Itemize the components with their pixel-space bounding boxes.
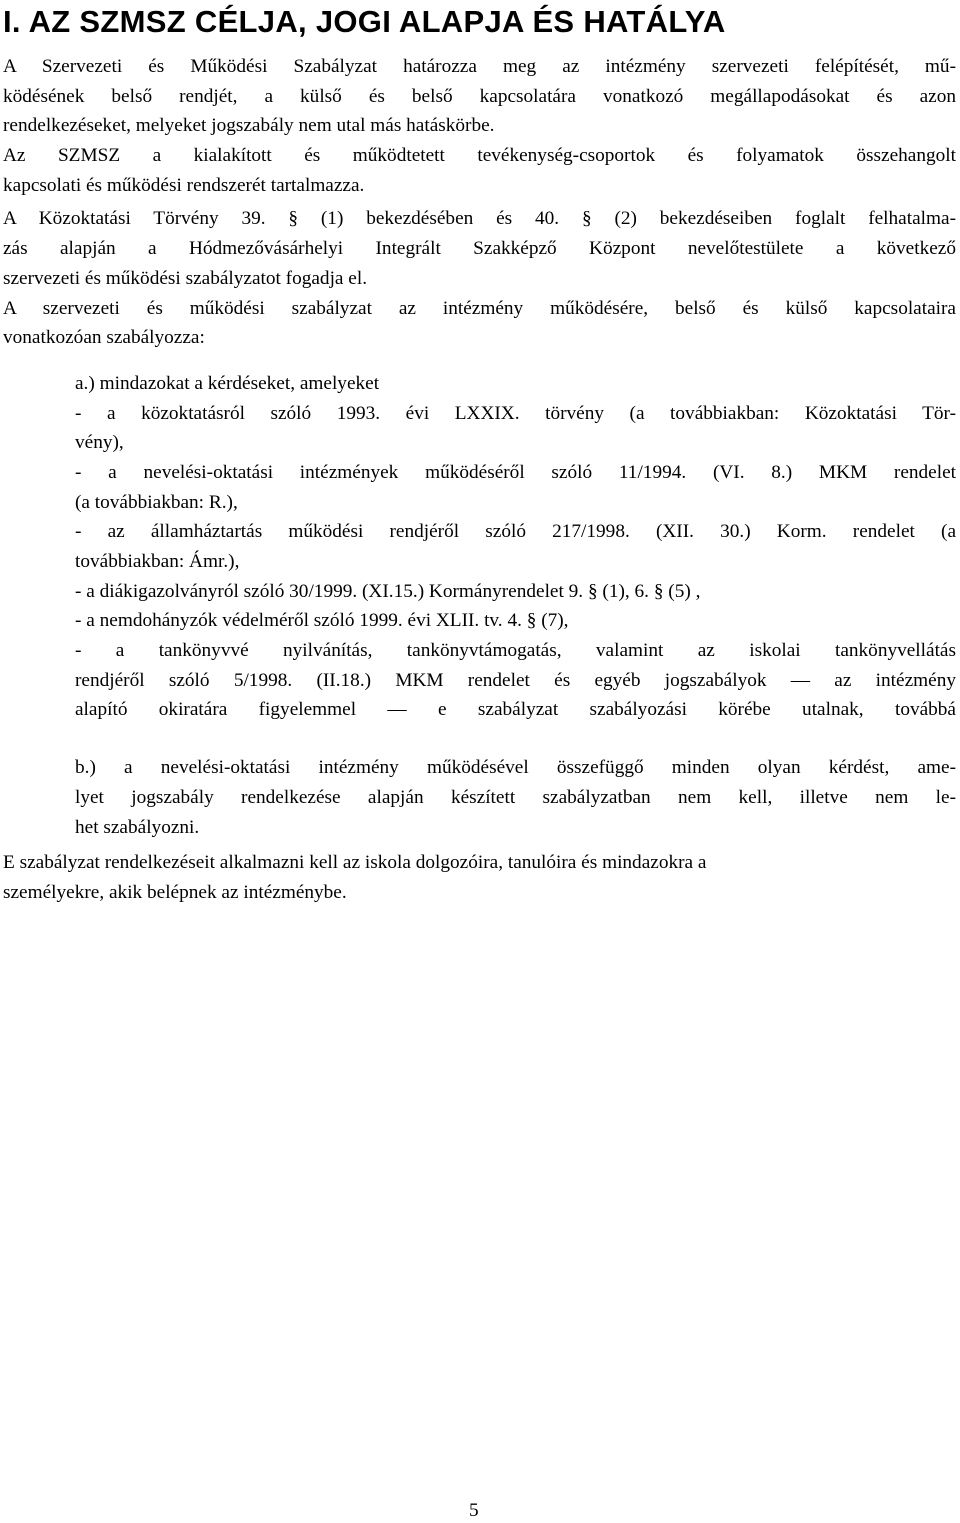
text-line: vonatkozóan szabályozza: [3,327,205,349]
text-line: A Szervezeti és Működési Szabályzat határozza meg az intézmény szervezeti felépítését, mű- [3,56,956,77]
page-number: 5 [469,1500,479,1521]
list-item: - a diákigazolványról szóló 30/1999. (XI.15.) Kormányrendelet 9. § (1), 6. § (5) , [75,580,701,602]
list-item: b.) a nevelési-oktatási intézmény működésével összefüggő minden olyan kérdést, ame- [75,757,956,779]
list-item-continuation: (a továbbiakban: R.), [75,491,238,513]
list-item-heading: a.) mindazokat a kérdéseket, amelyeket [75,372,380,394]
text-line: zás alapján a Hódmezővásárhelyi Integrált Szakképző Központ nevelőtestülete a következő [3,238,956,260]
text-line: szervezeti és működési szabályzatot fogadja el. [3,267,368,289]
text-line: kapcsolati és működési rendszerét tartalmazza. [3,174,365,196]
text-line: személyekre, akik belépnek az intézménybe. [3,881,347,903]
scope-paragraph [3,848,956,907]
legal-basis-paragraph [3,204,956,352]
text-line: A szervezeti és működési szabályzat az intézmény működésére, belső és külső kapcsolataira [3,297,956,319]
document-body [3,52,956,908]
text-line: rendelkezéseket, melyeket jogszabály nem utal más hatáskörbe. [3,115,495,137]
list-item: - a közoktatásról szóló 1993. évi LXXIX. törvény (a továbbiakban: Közoktatási Tör- [75,402,956,424]
text-line: Az SZMSZ a kialakított és működtetett tevékenység-csoportok és folyamatok összehangolt [3,145,956,167]
list-item-continuation: lyet jogszabály rendelkezése alapján készített szabályzatban nem kell, illetve nem le- [75,786,956,808]
list-item-continuation: alapító okiratára figyelemmel — e szabályzat szabályozási körébe utalnak, továbbá [75,699,956,721]
text-line: ködésének belső rendjét, a külső és belső kapcsolatára vonatkozó megállapodásokat és azon [3,85,956,107]
text-line: A Közoktatási Törvény 39. § (1) bekezdésében és 40. § (2) bekezdéseiben foglalt felhatalma- [3,208,956,230]
section-heading: I. AZ SZMSZ CÉLJA, JOGI ALAPJA ÉS HATÁLYA [3,4,726,39]
regulation-list-b [3,753,956,842]
regulation-list-a [3,369,956,725]
list-item: - a tankönyvvé nyilvánítás, tankönyvtámogatás, valamint az iskolai tankönyvellátás [75,640,956,662]
list-item: - a nemdohányzók védelméről szóló 1999. évi XLII. tv. 4. § (7), [75,610,569,632]
text-line: E szabályzat rendelkezéseit alkalmazni kell az iskola dolgozóira, tanulóira és mindazokra a [3,852,707,874]
list-item-continuation: továbbiakban: Ámr.), [75,551,240,572]
list-item: - a nevelési-oktatási intézmények működéséről szóló 11/1994. (VI. 8.) MKM rendelet [75,461,956,483]
list-item-continuation: het szabályozni. [75,816,200,838]
list-item-continuation: rendjéről szóló 5/1998. (II.18.) MKM rendelet és egyéb jogszabályok — az intézmény [75,669,956,691]
list-item: - az államháztartás működési rendjéről szóló 217/1998. (XII. 30.) Korm. rendelet (a [75,521,956,543]
intro-paragraph [3,52,956,200]
list-item-continuation: vény), [75,432,124,454]
